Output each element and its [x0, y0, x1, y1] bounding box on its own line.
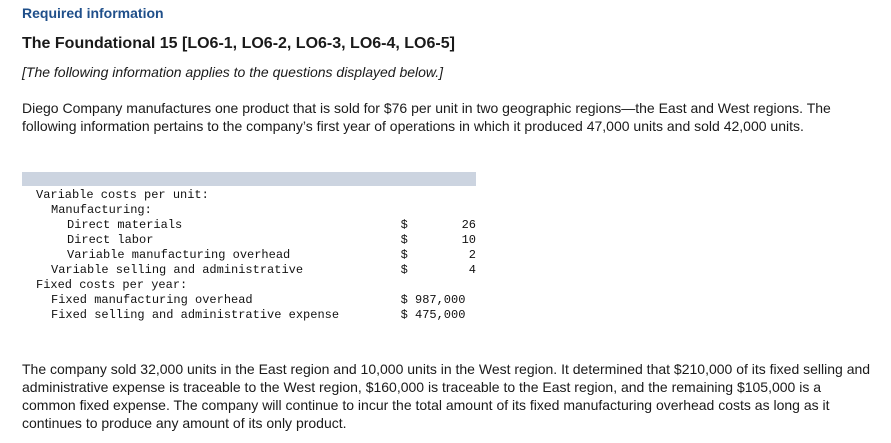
table-row [22, 263, 476, 278]
row-amount: 10 [461, 233, 476, 247]
row-currency: $ [400, 248, 408, 262]
row-currency: $ 475,000 [400, 308, 466, 322]
table-row [22, 186, 476, 203]
table-row [22, 218, 476, 233]
cost-table [22, 172, 476, 323]
row-currency: $ [400, 233, 408, 247]
problem-title: The Foundational 15 [LO6-1, LO6-2, LO6-3, LO6-4, LO6-5] [22, 35, 455, 52]
row-currency [401, 278, 429, 293]
row-label: Manufacturing: [51, 203, 152, 217]
table-row [22, 233, 476, 248]
row-amount [428, 186, 476, 203]
applies-note: [The following information applies to the questions displayed below.] [22, 64, 444, 80]
row-label: Fixed manufacturing overhead [51, 293, 253, 307]
required-information-heading: Required information [22, 5, 164, 21]
row-amount [428, 203, 476, 218]
row-label: Direct labor [67, 233, 154, 247]
row-currency: $ [400, 263, 408, 277]
table-row [22, 278, 476, 293]
row-label: Variable manufacturing overhead [67, 248, 291, 262]
table-row [22, 293, 476, 308]
table-row [22, 248, 476, 263]
closing-paragraph: The company sold 32,000 units in the East region and 10,000 units in the West region. It determined that $210,000 of its fixed selling and administrative expense is traceable to the West region, $160,000 is traceable to the East region, and the remaining $105,000 is a common fixed expense. The company will continue to incur the total amount of its fixed manufacturing overhead costs as long as it continues to produce any amount of its only product. [22, 361, 871, 431]
row-label: Fixed costs per year: [36, 278, 188, 292]
row-currency: $ [400, 218, 408, 232]
row-currency [401, 186, 429, 203]
row-label: Direct materials [67, 218, 183, 232]
row-currency: $ 987,000 [400, 293, 466, 307]
row-label: Variable costs per unit: [36, 188, 209, 202]
row-currency [401, 203, 429, 218]
row-label: Fixed selling and administrative expense [51, 308, 340, 322]
cost-data-table [22, 186, 476, 323]
intro-paragraph: Diego Company manufactures one product that is sold for $76 per unit in two geographic regions—the East and West regions. The following information pertains to the company’s first year of operations in which it produced 47,000 units and sold 42,000 units. [22, 100, 831, 134]
table-header-bar [22, 172, 476, 186]
row-label: Variable selling and administrative [51, 263, 304, 277]
row-amount: 2 [468, 248, 476, 262]
table-row [22, 203, 476, 218]
row-amount [428, 278, 476, 293]
row-amount: 4 [468, 263, 476, 277]
row-amount: 26 [461, 218, 476, 232]
table-row [22, 308, 476, 323]
